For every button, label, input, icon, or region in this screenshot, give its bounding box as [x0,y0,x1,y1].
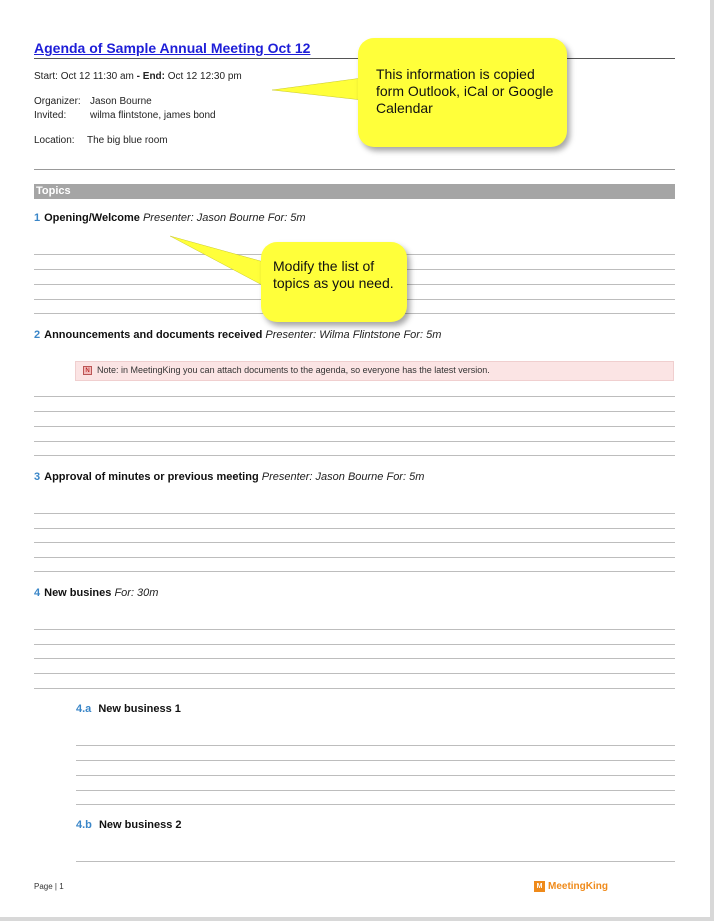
meetingking-logo [534,881,608,892]
topic-number: 4.a [76,703,92,715]
topic-details: Presenter: Jason Bourne For: 5m [142,212,306,224]
topic-name: New business 2 [98,819,182,831]
end-label: - End: [133,71,165,82]
page-number: Page | 1 [34,882,64,891]
topics-callout-pointer [170,236,264,286]
calendar-callout-pointer [272,78,362,100]
agenda-title[interactable]: Agenda of Sample Annual Meeting Oct 12 [34,40,311,56]
note-text: Note: in MeetingKing you can attach documents to the agenda, so everyone has the latest version. [97,365,490,375]
topics-heading: Topics [34,184,675,199]
topic-details: For: 30m [114,587,159,599]
topic-name: Announcements and documents received [44,329,263,341]
meetingking-logo-icon: M [534,881,545,892]
end-value: Oct 12 12:30 pm [167,71,242,82]
topic-number: 4 [34,587,41,599]
logo-text: MeetingKing [548,881,608,893]
topic-name: New business 1 [98,703,181,715]
invited-value: wilma flintstone, james bond [90,110,216,121]
topic-details: Presenter: Wilma Flintstone For: 5m [265,329,442,341]
topics-callout [261,242,407,322]
topic-details: Presenter: Jason Bourne For: 5m [261,471,425,483]
note-icon: N [83,366,92,375]
calendar-callout-text: This information is copied form Outlook, iCal or Google Calendar [376,66,554,116]
location-label: Location: [34,135,75,146]
start-label: Start: [34,71,58,82]
location-value: The big blue room [87,135,168,146]
start-value: Oct 12 11:30 am [60,71,134,82]
topic-number: 2 [34,329,41,341]
topic-name: Approval of minutes or previous meeting [44,471,259,483]
organizer-value: Jason Bourne [90,96,152,107]
calendar-callout [358,38,567,147]
topics-callout-text: Modify the list of topics as you need. [273,258,394,291]
topic-number: 1 [34,212,41,224]
topic-name: Opening/Welcome [44,212,140,224]
topic-name: New busines [44,587,112,599]
invited-label: Invited: [34,110,67,121]
topic-number: 3 [34,471,41,483]
organizer-label: Organizer: [34,96,81,107]
topic-number: 4.b [76,819,92,831]
